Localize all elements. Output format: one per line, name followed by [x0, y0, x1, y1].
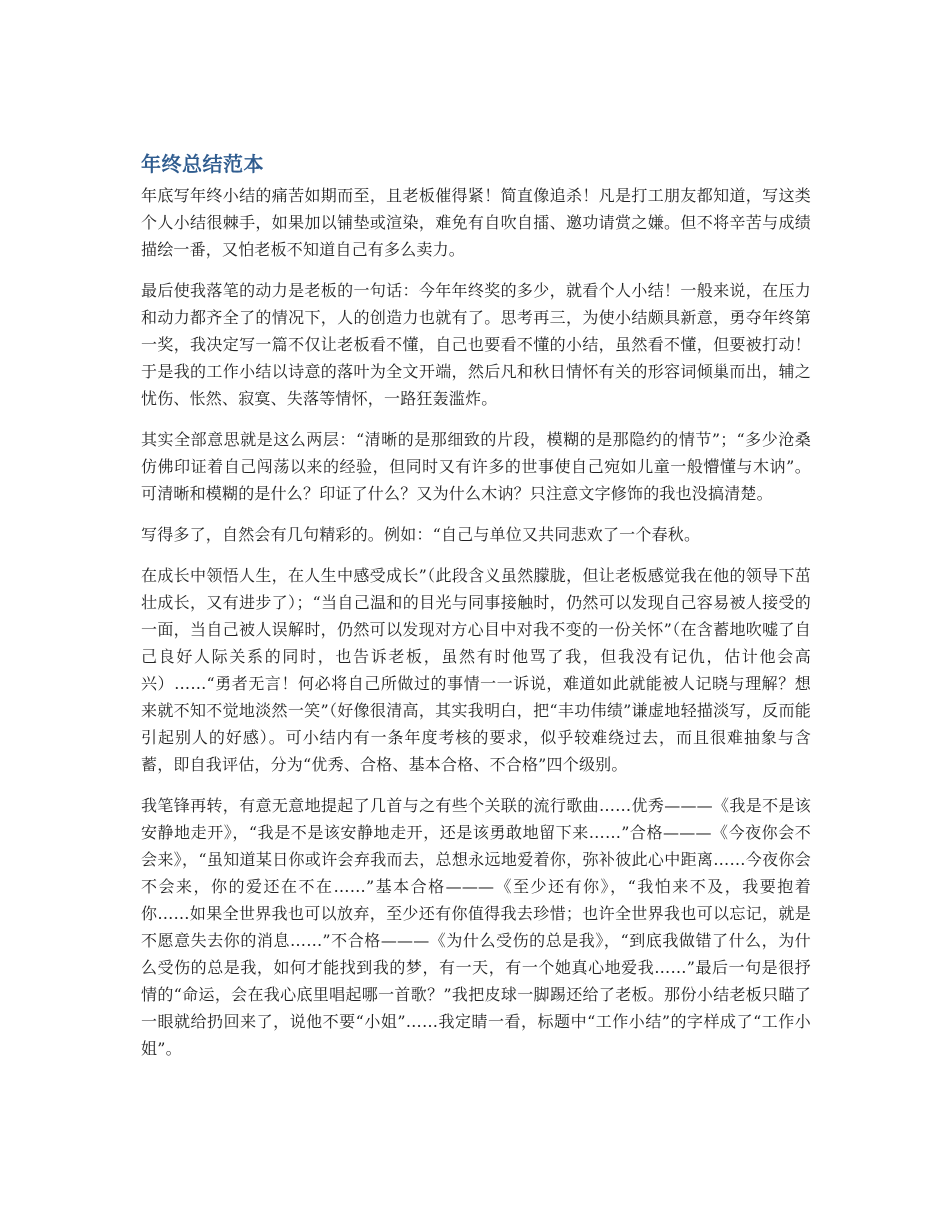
paragraph-2: 最后使我落笔的动力是老板的一句话：今年年终奖的多少，就看个人小结！一般来说，在压力和动力都齐全了的情况下，人的创造力也就有了。思考再三，为使小结颇具新意，勇夺年终第一奖，我决定写一篇不仅让老板看不懂，自己也要看不懂的小结，虽然看不懂，但要被打动！于是我的工作小结以诗意的落叶为全文开端，然后凡和秋日情怀有关的形容词倾巢而出，辅之忧伤、怅然、寂寞、失落等情怀，一路狂轰滥炸。 [141, 281, 811, 408]
document-title: 年终总结范本 [141, 152, 264, 176]
paragraph-3: 其实全部意思就是这么两层：“清晰的是那细致的片段，模糊的是那隐约的情节”；“多少沧桑仿佛印证着自己闯荡以来的经验，但同时又有许多的世事使自己宛如儿童一般懵懂与木讷”。可清晰和模糊的是什么？印证了什么？又为什么木讷？只注意文字修饰的我也没搞清楚。 [141, 430, 811, 503]
paragraph-1: 年底写年终小结的痛苦如期而至，且老板催得紧！简直像追杀！凡是打工朋友都知道，写这类个人小结很棘手，如果加以铺垫或渲染，难免有自吹自擂、邀功请赏之嫌。但不将辛苦与成绩描绘一番，又怕老板不知道自己有多么卖力。 [141, 186, 811, 259]
paragraph-5: 在成长中领悟人生，在人生中感受成长”（此段含义虽然朦胧，但让老板感觉我在他的领导下茁壮成长，又有进步了）；“当自己温和的目光与同事接触时，仍然可以发现自己容易被人接受的一面，当自己被人误解时，仍然可以发现对方心目中对我不变的一份关怀”（在含蓄地吹嘘了自己良好人际关系的同时，也告诉老板，虽然有时他骂了我，但我没有记仇，估计他会高兴）……“勇者无言！何必将自己所做过的事情一一诉说，难道如此就能被人记晓与理解？想来就不知不觉地淡然一笑”（好像很清高，其实我明白，把“丰功伟绩”谦虚地轻描淡写，反而能引起别人的好感）。可小结内有一条年度考核的要求，似乎较难绕过去，而且很难抽象与含蓄，即自我评估，分为“优秀、合格、基本合格、不合格”四个级别。 [141, 566, 811, 774]
paragraph-4: 写得多了，自然会有几句精彩的。例如：“自己与单位又共同悲欢了一个春秋。 [141, 525, 701, 544]
document-page [141, 150, 811, 1076]
paragraph-6: 我笔锋再转，有意无意地提起了几首与之有些个关联的流行歌曲……优秀———《我是不是该安静地走开》，“我是不是该安静地走开，还是该勇敢地留下来……”合格———《今夜你会不会来》，“虽知道某日你或许会弃我而去，总想永远地爱着你，弥补彼此心中距离……今夜你会不会来，你的爱还在不在……”基本合格———《至少还有你》，“我怕来不及，我要抱着你……如果全世界我也可以放弃，至少还有你值得我去珍惜；也许全世界我也可以忘记，就是不愿意失去你的消息……”不合格———《为什么受伤的总是我》，“到底我做错了什么，为什么受伤的总是我，如何才能找到我的梦，有一天，有一个她真心地爱我……”最后一句是很抒情的“命运，会在我心底里唱起哪一首歌？”我把皮球一脚踢还给了老板。那份小结老板只瞄了一眼就给扔回来了，说他不要“小姐”……我定睛一看，标题中“工作小结”的字样成了“工作小姐”。 [141, 796, 811, 1058]
